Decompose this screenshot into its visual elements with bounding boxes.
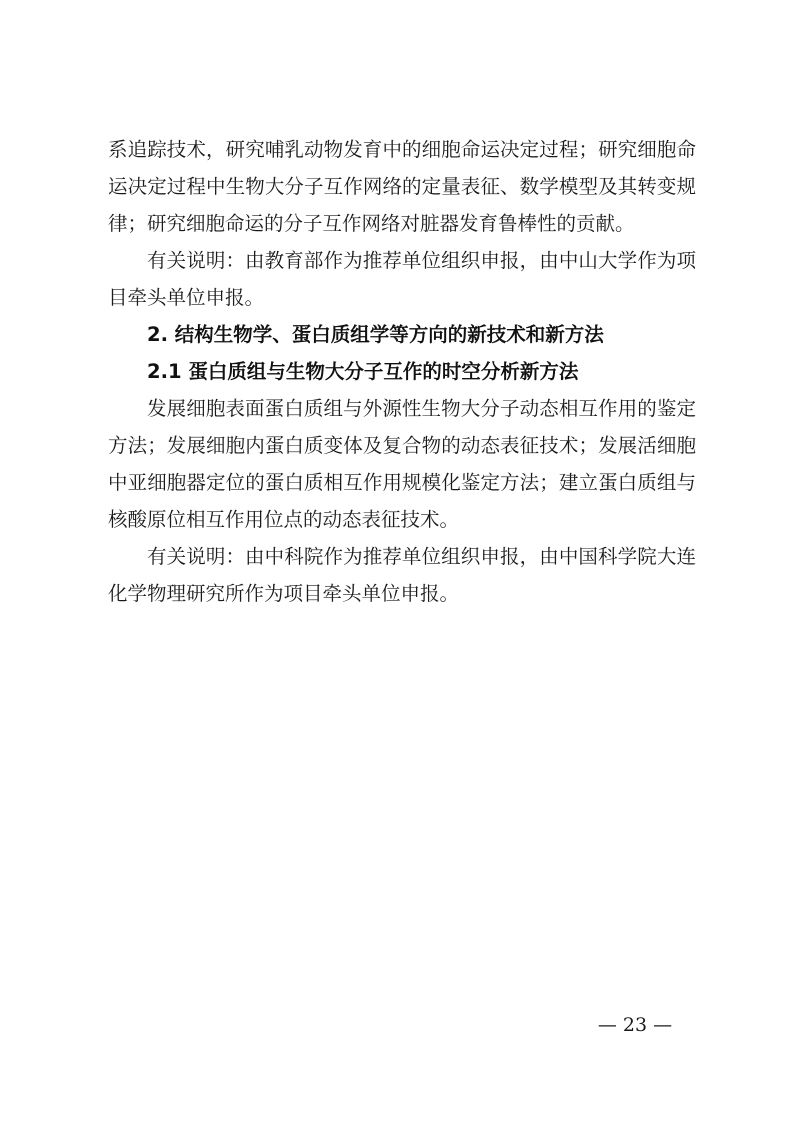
page-number: — 23 — — [597, 1014, 673, 1036]
subsection-heading-2-1: 2.1 蛋白质组与生物大分子互作的时空分析新方法 — [147, 360, 579, 383]
paragraph-note-cas: 有关说明：由中科院作为推荐单位组织申报，由中国科学院大连化学物理研究所作为项目牵头单位申报。 — [108, 545, 696, 605]
paragraph-continued-research: 系追踪技术，研究哺乳动物发育中的细胞命运决定过程；研究细胞命运决定过程中生物大分子互作网络的定量表征、数学模型及其转变规律；研究细胞命运的分子互作网络对脏器发育鲁棒性的贡献。 — [108, 138, 696, 235]
section-heading-2: 2. 结构生物学、蛋白质组学等方向的新技术和新方法 — [147, 323, 604, 346]
paragraph-proteome-methods: 发展细胞表面蛋白质组与外源性生物大分子动态相互作用的鉴定方法；发展细胞内蛋白质变体及复合物的动态表征技术；发展活细胞中亚细胞器定位的蛋白质相互作用规模化鉴定方法；建立蛋白质组与核酸原位相互作用位点的动态表征技术。 — [108, 397, 696, 531]
document-body — [108, 131, 696, 612]
paragraph-note-sysu: 有关说明：由教育部作为推荐单位组织申报，由中山大学作为项目牵头单位申报。 — [108, 249, 696, 309]
